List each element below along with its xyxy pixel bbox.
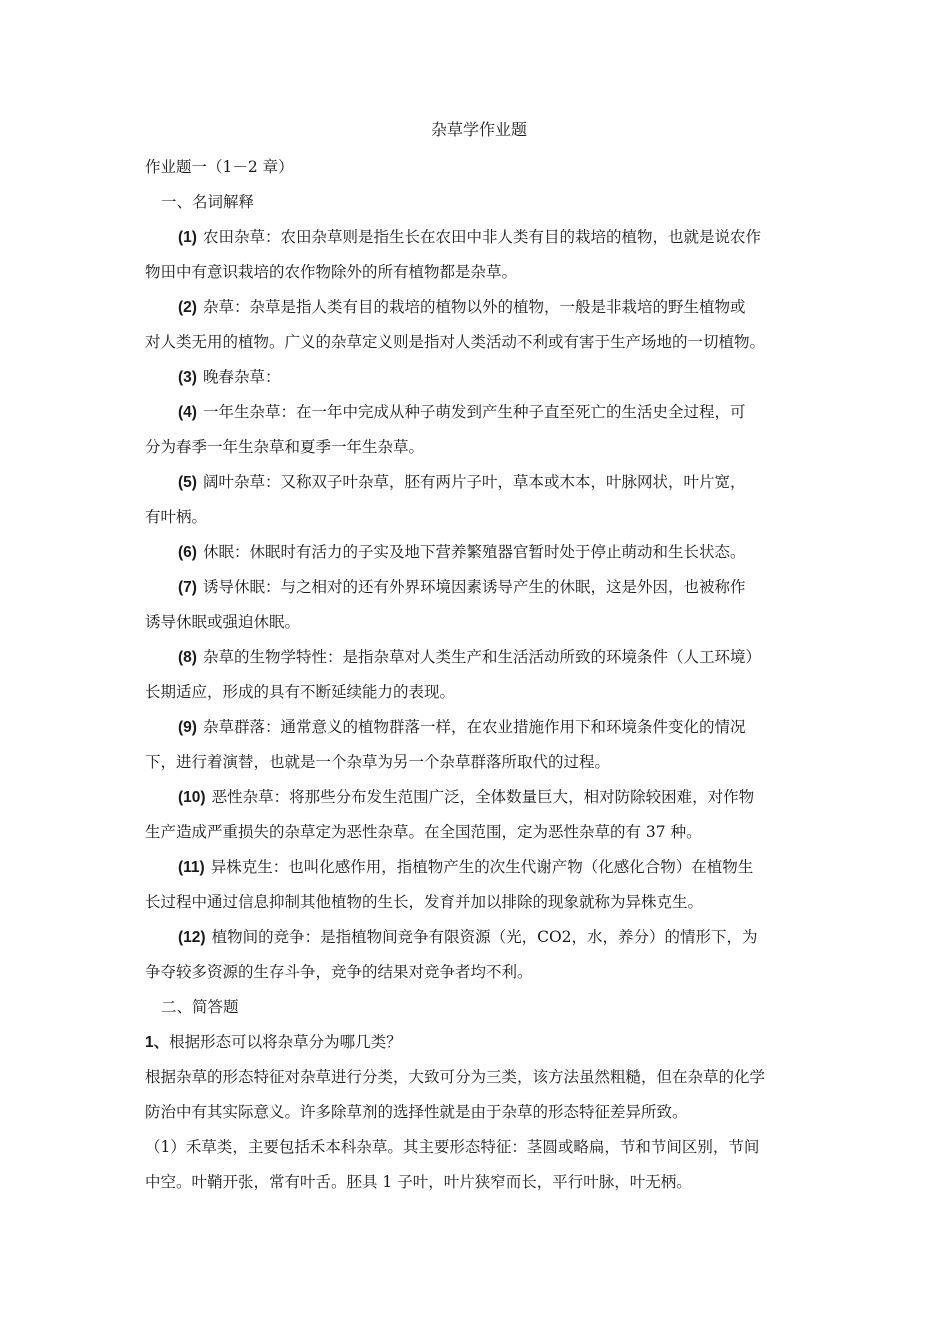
term-text: 杂草：杂草是指人类有目的栽培的植物以外的植物，一般是非栽培的野生植物或 xyxy=(202,298,746,316)
term-number: (2) xyxy=(178,299,197,316)
term-number: (12) xyxy=(178,929,206,946)
term-text: 诱导休眠：与之相对的还有外界环境因素诱导产生的休眠，这是外因，也被称作 xyxy=(202,578,746,596)
term-number: (5) xyxy=(178,474,197,491)
term-entry xyxy=(145,920,813,990)
term-first-line xyxy=(145,535,813,570)
term-number: (9) xyxy=(178,719,197,736)
term-entry xyxy=(145,850,813,920)
term-entry xyxy=(145,570,813,640)
document-body xyxy=(145,115,813,1200)
term-text: 阔叶杂草：又称双子叶杂草，胚有两片子叶，草本或木本，叶脉网状，叶片宽， xyxy=(202,473,746,491)
term-text: 恶性杂草：将那些分布发生范围广泛，全体数量巨大，相对防除较困难，对作物 xyxy=(211,788,755,806)
question-number: 1、 xyxy=(145,1034,170,1051)
term-entry xyxy=(145,640,813,710)
term-entry xyxy=(145,395,813,465)
term-continuation-line: 争夺较多资源的生存斗争，竞争的结果对竞争者均不利。 xyxy=(145,963,533,981)
term-continuation-line: 诱导休眠或强迫休眠。 xyxy=(145,613,301,631)
term-continuation-line: 生产造成严重损失的杂草定为恶性杂草。在全国范围，定为恶性杂草的有 37 种。 xyxy=(145,823,702,841)
question-1 xyxy=(145,1025,813,1060)
term-continuation-line: 物田中有意识栽培的农作物除外的所有植物都是杂草。 xyxy=(145,263,518,281)
term-first-line xyxy=(145,780,813,815)
term-first-line xyxy=(145,465,813,500)
term-first-line xyxy=(145,850,813,885)
assignment-subtitle: 作业题一（1－2 章） xyxy=(145,158,294,176)
term-number: (11) xyxy=(178,859,205,876)
term-entry xyxy=(145,290,813,360)
term-first-line xyxy=(145,710,813,745)
term-continuation-line: 分为春季一年生杂草和夏季一年生杂草。 xyxy=(145,438,425,456)
term-first-line xyxy=(145,395,813,430)
answer-line: 根据杂草的形态特征对杂草进行分类，大致可分为三类，该方法虽然粗糙，但在杂草的化学 xyxy=(145,1068,766,1086)
term-list xyxy=(145,220,813,990)
term-text: 异株克生：也叫化感作用，指植物产生的次生代谢产物（化感化合物）在植物生 xyxy=(210,858,754,876)
term-first-line xyxy=(145,220,813,255)
term-text: 一年生杂草：在一年中完成从种子萌发到产生种子直至死亡的生活史全过程，可 xyxy=(202,403,746,421)
answer-line: （1）禾草类，主要包括禾本科杂草。其主要形态特征：茎圆或略扁，节和节间区别，节间 xyxy=(145,1138,760,1156)
term-text: 农田杂草：农田杂草则是指生长在农田中非人类有目的栽培的植物，也就是说农作 xyxy=(202,228,761,246)
term-number: (4) xyxy=(178,404,197,421)
term-number: (3) xyxy=(178,369,197,386)
term-first-line xyxy=(145,640,813,675)
answer-line: 防治中有其实际意义。许多除草剂的选择性就是由于杂草的形态特征差异所致。 xyxy=(145,1103,688,1121)
term-text: 杂草群落：通常意义的植物群落一样，在农业措施作用下和环境条件变化的情况 xyxy=(202,718,746,736)
term-entry xyxy=(145,535,813,570)
term-entry xyxy=(145,710,813,780)
question-text: 根据形态可以将杂草分为哪几类？ xyxy=(169,1033,402,1051)
term-entry xyxy=(145,220,813,290)
term-text: 休眠：休眠时有活力的子实及地下营养繁殖器官暂时处于停止萌动和生长状态。 xyxy=(202,543,746,561)
term-continuation-line: 有叶柄。 xyxy=(145,508,208,526)
document-title: 杂草学作业题 xyxy=(430,120,527,139)
term-number: (8) xyxy=(178,649,197,666)
term-entry xyxy=(145,360,813,395)
term-number: (6) xyxy=(178,544,197,561)
section-heading-questions: 二、简答题 xyxy=(161,998,239,1016)
term-number: (1) xyxy=(178,229,197,246)
answer-paragraph-2 xyxy=(145,1130,813,1200)
section-heading-terms: 一、名词解释 xyxy=(161,193,255,211)
term-continuation-line: 长期适应，形成的具有不断延续能力的表现。 xyxy=(145,683,456,701)
term-continuation-line: 下，进行着演替，也就是一个杂草为另一个杂草群落所取代的过程。 xyxy=(145,753,611,771)
term-continuation-line: 长过程中通过信息抑制其他植物的生长，发育并加以排除的现象就称为异株克生。 xyxy=(145,893,704,911)
term-entry xyxy=(145,780,813,850)
term-entry xyxy=(145,465,813,535)
answer-paragraph-1 xyxy=(145,1060,813,1130)
term-number: (10) xyxy=(178,789,206,806)
term-first-line xyxy=(145,290,813,325)
term-number: (7) xyxy=(178,579,197,596)
term-continuation-line: 对人类无用的植物。广义的杂草定义则是指对人类活动不利或有害于生产场地的一切植物。 xyxy=(145,333,766,351)
answer-line: 中空。叶鞘开张，常有叶舌。胚具 1 子叶，叶片狭窄而长，平行叶脉，叶无柄。 xyxy=(145,1173,692,1191)
term-text: 杂草的生物学特性：是指杂草对人类生产和生活活动所致的环境条件（人工环境） xyxy=(202,648,761,666)
term-text: 晚春杂草： xyxy=(202,368,281,386)
term-first-line xyxy=(145,360,813,395)
term-first-line xyxy=(145,570,813,605)
term-first-line xyxy=(145,920,813,955)
term-text: 植物间的竞争：是指植物间竞争有限资源（光，CO2，水，养分）的情形下，为 xyxy=(211,928,758,946)
